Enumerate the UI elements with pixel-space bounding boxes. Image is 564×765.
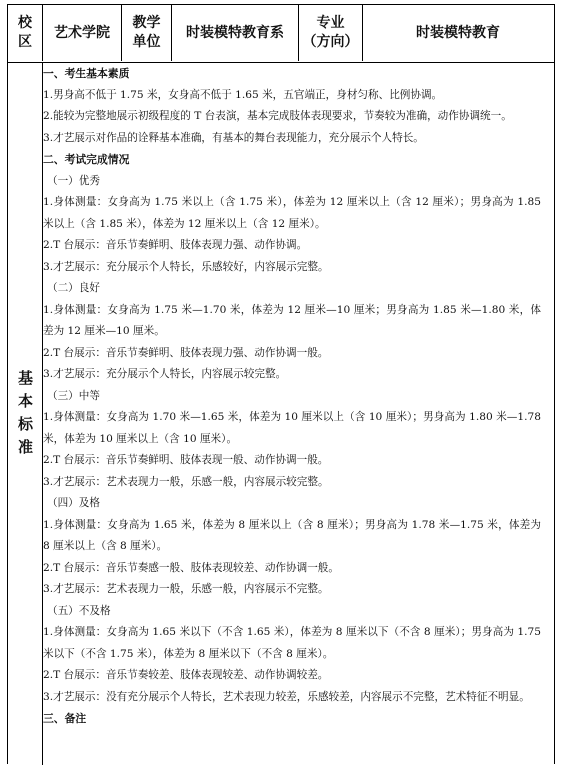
major-value: 时装模特教育 [416,24,500,41]
unit-value: 时装模特教育系 [172,5,299,61]
level-heading: （二）良好 [47,282,100,294]
level-item: 2.T 台展示：音乐节奏较差、肢体表现较差、动作协调较差。 [43,669,329,681]
level-heading: （三）中等 [47,389,100,402]
campus-value: 艺术学院 [43,5,122,61]
major-label-line-1: 专业 [316,15,345,31]
level-item: 2.T 台展示：音乐节奏鲜明、肢体表现力强、动作协调。 [43,239,308,251]
section-item: 3.才艺展示对作品的诠释基本准确，有基本的舞台表现能力，充分展示个人特长。 [43,131,424,144]
table-header-row [8,5,554,63]
standards-content [43,63,541,730]
campus-label-char-1: 校 [18,15,32,31]
side-label [8,367,43,459]
level-item: 1.身体测量：女身高为 1.65 米以下（不含 1.65 米），体差为 8 厘米以下（不含 8 厘米）；男身高为 1.75 米以下（不含 1.75 米），体差为 8 厘米以下（不含 8 厘米）。 [43,626,541,660]
level-heading: （四）及格 [47,497,100,509]
major-label-line-2: （方向） [302,34,359,50]
side-label-char: 准 [17,438,33,456]
level-item: 2.T 台展示：音乐节奏感一般、肢体表现较差、动作协调一般。 [43,561,339,574]
section-title: 二、考试完成情况 [43,153,130,166]
level-item: 1.身体测量：女身高为 1.75 米以上（含 1.75 米），体差为 12 厘米以上（含 12 厘米）；男身高为 1.85 米以上（含 1.85 米），体差为 12 厘米以上（含 12 厘米）。 [43,196,541,230]
section-title: 三、备注 [43,712,87,725]
level-item: 2.T 台展示：音乐节奏鲜明、肢体表现力强、动作协调一般。 [43,346,329,359]
unit-label-line-2: 单位 [132,34,161,50]
level-heading: （五）不及格 [47,604,111,617]
side-label-char: 基 [17,369,33,387]
section-item: 1.男身高不低于 1.75 米，女身高不低于 1.65 米，五官端正，身材匀称、比例协调。 [43,88,443,101]
side-label-char: 本 [17,392,33,410]
level-item: 3.才艺展示：没有充分展示个人特长，艺术表现力较差，乐感较差，内容展示不完整，艺术特征不明显。 [43,690,530,703]
level-item: 1.身体测量：女身高为 1.70 米—1.65 米，体差为 10 厘米以上（含 10 厘米）；男身高为 1.80 米—1.78 米，体差为 10 厘米以上（含 10 厘米）。 [43,411,541,445]
unit-label-line-1: 教学 [132,15,161,31]
side-label-char: 标 [17,415,33,433]
level-item: 3.才艺展示：充分展示个人特长，乐感较好，内容展示完整。 [43,260,329,273]
side-label-cell [8,63,43,765]
campus-label-char-2: 区 [18,34,32,50]
level-item: 2.T 台展示：音乐节奏鲜明、肢体表现一般、动作协调一般。 [43,454,329,466]
level-item: 3.才艺展示：艺术表现力一般，乐感一般，内容展示较完整。 [43,475,329,488]
section-item: 2.能较为完整地展示初级程度的 T 台表演，基本完成肢体表现要求，节奏较为准确，动作协调统一。 [43,110,512,122]
level-item: 3.才艺展示：艺术表现力一般，乐感一般，内容展示不完整。 [43,583,329,595]
section-title: 一、考生基本素质 [43,67,130,80]
major-label [299,5,363,61]
level-item: 1.身体测量：女身高为 1.75 米—1.70 米，体差为 12 厘米—10 厘米；男身高为 1.85 米—1.80 米，体差为 12 厘米—10 厘米。 [43,303,541,337]
level-item: 1.身体测量：女身高为 1.65 米，体差为 8 厘米以上（含 8 厘米）；男身高为 1.78 米—1.75 米，体差为 8 厘米以上（含 8 厘米）。 [43,518,541,552]
unit-label [122,5,172,61]
level-item: 3.才艺展示：充分展示个人特长，内容展示较完整。 [43,368,287,380]
level-heading: （一）优秀 [47,174,100,187]
campus-label [8,5,43,61]
